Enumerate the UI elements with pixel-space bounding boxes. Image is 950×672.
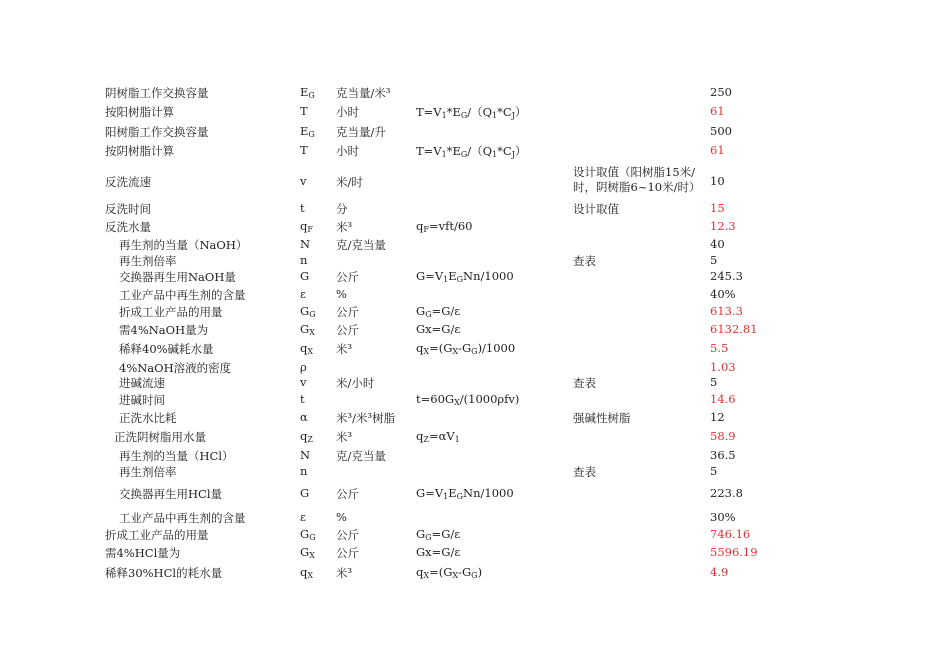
row-symbol: G xyxy=(300,486,310,500)
row-value: 500 xyxy=(710,124,732,138)
row-label: 正洗阴树脂用水量 xyxy=(114,430,206,444)
row-formula: $G=V_1E_GNn/1000$ xyxy=(416,269,514,284)
row-symbol: $G_X$ xyxy=(300,545,315,560)
row-label: 需4%NaOH量为 xyxy=(119,323,209,337)
row-symbol: G xyxy=(300,269,310,283)
row-symbol: $q_X$ xyxy=(300,565,314,580)
row-value: 5 xyxy=(710,253,718,267)
table-row xyxy=(0,104,950,122)
row-formula: $G=V_1E_GNn/1000$ xyxy=(416,486,514,501)
table-row xyxy=(0,565,950,583)
row-formula: $G_G=G/\varepsilon$ xyxy=(416,304,461,319)
row-symbol: ρ xyxy=(300,360,307,374)
row-symbol: $G_X$ xyxy=(300,322,315,337)
row-value: 12.3 xyxy=(710,219,736,233)
row-unit: 米³ xyxy=(336,566,353,580)
row-unit: 米³/米³树脂 xyxy=(336,411,396,425)
row-note: 设计取值 xyxy=(573,202,619,216)
row-label: 再生剂的当量（NaOH） xyxy=(119,238,248,252)
row-unit: 公斤 xyxy=(336,270,359,284)
row-value: 14.6 xyxy=(710,392,736,406)
row-formula: $T=V_1*E_G/(Q_1*C_J)$ xyxy=(416,144,527,159)
table-row xyxy=(0,322,950,340)
design-note-line-2: 时，阴树脂6~10米/时） xyxy=(573,180,701,194)
row-symbol: T xyxy=(300,104,308,118)
table-row xyxy=(0,392,950,410)
table-row xyxy=(0,304,950,322)
row-symbol: v xyxy=(300,174,307,188)
row-symbol: T xyxy=(300,143,308,157)
row-symbol: t xyxy=(300,201,305,215)
row-formula: $q_Z=\alpha V_1$ xyxy=(416,429,460,444)
row-value: 61 xyxy=(710,143,725,157)
row-unit: 米³ xyxy=(336,220,353,234)
row-unit: 克/克当量 xyxy=(336,238,386,252)
table-row xyxy=(0,464,950,482)
table-row xyxy=(0,269,950,287)
row-value: 6132.81 xyxy=(710,322,758,336)
row-unit: 公斤 xyxy=(336,546,359,560)
row-label: 交换器再生用HCl量 xyxy=(119,487,223,501)
row-formula: $t=60G_X/(1000\rho fv)$ xyxy=(416,392,520,407)
design-note-line-1: 设计取值（阳树脂15米/ xyxy=(573,165,696,179)
row-label: 再生剂的当量（HCl） xyxy=(119,449,234,463)
row-unit: 克当量/米³ xyxy=(336,86,391,100)
row-note: 查表 xyxy=(573,254,596,268)
row-label: 进碱流速 xyxy=(119,376,165,390)
row-symbol: $E_G$ xyxy=(300,85,315,100)
row-formula: Gx=G/ε xyxy=(416,322,461,336)
row-symbol: n xyxy=(300,253,308,267)
row-unit: 克/克当量 xyxy=(336,449,386,463)
row-label: 工业产品中再生剂的含量 xyxy=(119,288,246,302)
row-unit: 公斤 xyxy=(336,305,359,319)
row-unit: 克当量/升 xyxy=(336,125,386,139)
row-symbol: $q_F$ xyxy=(300,219,313,234)
table-row xyxy=(0,527,950,545)
row-formula: $T=V_1*E_G/(Q_1*C_J)$ xyxy=(416,105,527,120)
row-label: 反洗水量 xyxy=(105,220,151,234)
row-label: 按阳树脂计算 xyxy=(105,105,174,119)
row-symbol: n xyxy=(300,464,308,478)
table-row xyxy=(0,510,950,528)
row-value: 61 xyxy=(710,104,725,118)
row-formula: $q_F=vft/60$ xyxy=(416,219,473,234)
row-value: 4.9 xyxy=(710,565,729,579)
table-row xyxy=(0,410,950,428)
row-label: 按阴树脂计算 xyxy=(105,144,174,158)
row-unit: 公斤 xyxy=(336,323,359,337)
row-value: 5 xyxy=(710,464,718,478)
row-formula: $q_X=(G_X-G_G)$ xyxy=(416,565,483,580)
row-unit: 米/时 xyxy=(336,175,363,189)
row-symbol: α xyxy=(300,410,308,424)
row-value: 58.9 xyxy=(710,429,736,443)
table-row xyxy=(0,486,950,504)
row-unit: % xyxy=(336,510,347,524)
table-row xyxy=(0,143,950,161)
row-symbol: $q_Z$ xyxy=(300,429,313,444)
row-value: 613.3 xyxy=(710,304,743,318)
row-label: 稀释30%HCl的耗水量 xyxy=(105,566,223,580)
row-label: 工业产品中再生剂的含量 xyxy=(119,511,246,525)
row-label: 进碱时间 xyxy=(119,393,165,407)
row-symbol: $G_G$ xyxy=(300,527,316,542)
row-label: 反洗时间 xyxy=(105,202,151,216)
row-label: 需4%HCl量为 xyxy=(105,546,181,560)
row-label: 再生剂倍率 xyxy=(119,465,177,479)
row-value: 12 xyxy=(710,410,725,424)
row-label: 正洗水比耗 xyxy=(119,411,177,425)
table-row xyxy=(0,545,950,563)
row-value: 5.5 xyxy=(710,341,729,355)
row-symbol: $G_G$ xyxy=(300,304,316,319)
row-label: 再生剂倍率 xyxy=(119,254,177,268)
row-note: 查表 xyxy=(573,376,596,390)
row-unit: 公斤 xyxy=(336,487,359,501)
row-unit: 米³ xyxy=(336,342,353,356)
row-symbol: ε xyxy=(300,510,306,524)
table-row xyxy=(0,429,950,447)
row-label: 4%NaOH溶液的密度 xyxy=(119,361,232,375)
table-row xyxy=(0,85,950,103)
row-note: 查表 xyxy=(573,465,596,479)
row-symbol: N xyxy=(300,448,311,462)
row-unit: 小时 xyxy=(336,144,359,158)
row-value: 5 xyxy=(710,375,718,389)
row-value: 40 xyxy=(710,237,725,251)
row-value: 10 xyxy=(710,174,725,188)
row-value: 15 xyxy=(710,201,725,215)
row-unit: 公斤 xyxy=(336,528,359,542)
row-formula: $G_G=G/\varepsilon$ xyxy=(416,527,461,542)
row-label: 折成工业产品的用量 xyxy=(105,528,209,542)
row-value: 1.03 xyxy=(710,360,736,374)
row-label: 交换器再生用NaOH量 xyxy=(119,270,236,284)
row-symbol: ε xyxy=(300,287,306,301)
row-unit: 米/小时 xyxy=(336,376,375,390)
table-row xyxy=(0,341,950,359)
row-label: 反洗流速 xyxy=(105,175,151,189)
row-symbol: $q_X$ xyxy=(300,341,314,356)
row-unit: % xyxy=(336,287,347,301)
row-formula: $q_X=(G_X-G_G)/1000$ xyxy=(416,341,516,356)
row-value: 746.16 xyxy=(710,527,751,541)
row-label: 阳树脂工作交换容量 xyxy=(105,125,209,139)
backwash-design-note xyxy=(573,165,700,195)
row-note: 强碱性树脂 xyxy=(573,411,631,425)
row-label: 阴树脂工作交换容量 xyxy=(105,86,209,100)
row-label: 稀释40%碱耗水量 xyxy=(119,342,214,356)
row-label: 折成工业产品的用量 xyxy=(119,305,223,319)
row-value: 245.3 xyxy=(710,269,743,283)
row-value: 250 xyxy=(710,85,732,99)
row-unit: 分 xyxy=(336,202,348,216)
table-row xyxy=(0,375,950,393)
row-symbol: t xyxy=(300,392,305,406)
row-value: 36.5 xyxy=(710,448,736,462)
row-value: 5596.19 xyxy=(710,545,758,559)
table-row xyxy=(0,174,950,192)
row-unit: 小时 xyxy=(336,105,359,119)
row-symbol: $E_G$ xyxy=(300,124,315,139)
row-symbol: N xyxy=(300,237,311,251)
row-formula: Gx=G/ε xyxy=(416,545,461,559)
table-row xyxy=(0,201,950,219)
table-row xyxy=(0,124,950,142)
row-unit: 米³ xyxy=(336,430,353,444)
table-row xyxy=(0,219,950,237)
table-row xyxy=(0,287,950,305)
row-value: 40% xyxy=(710,287,736,301)
row-value: 223.8 xyxy=(710,486,743,500)
row-symbol: v xyxy=(300,375,307,389)
row-value: 30% xyxy=(710,510,736,524)
